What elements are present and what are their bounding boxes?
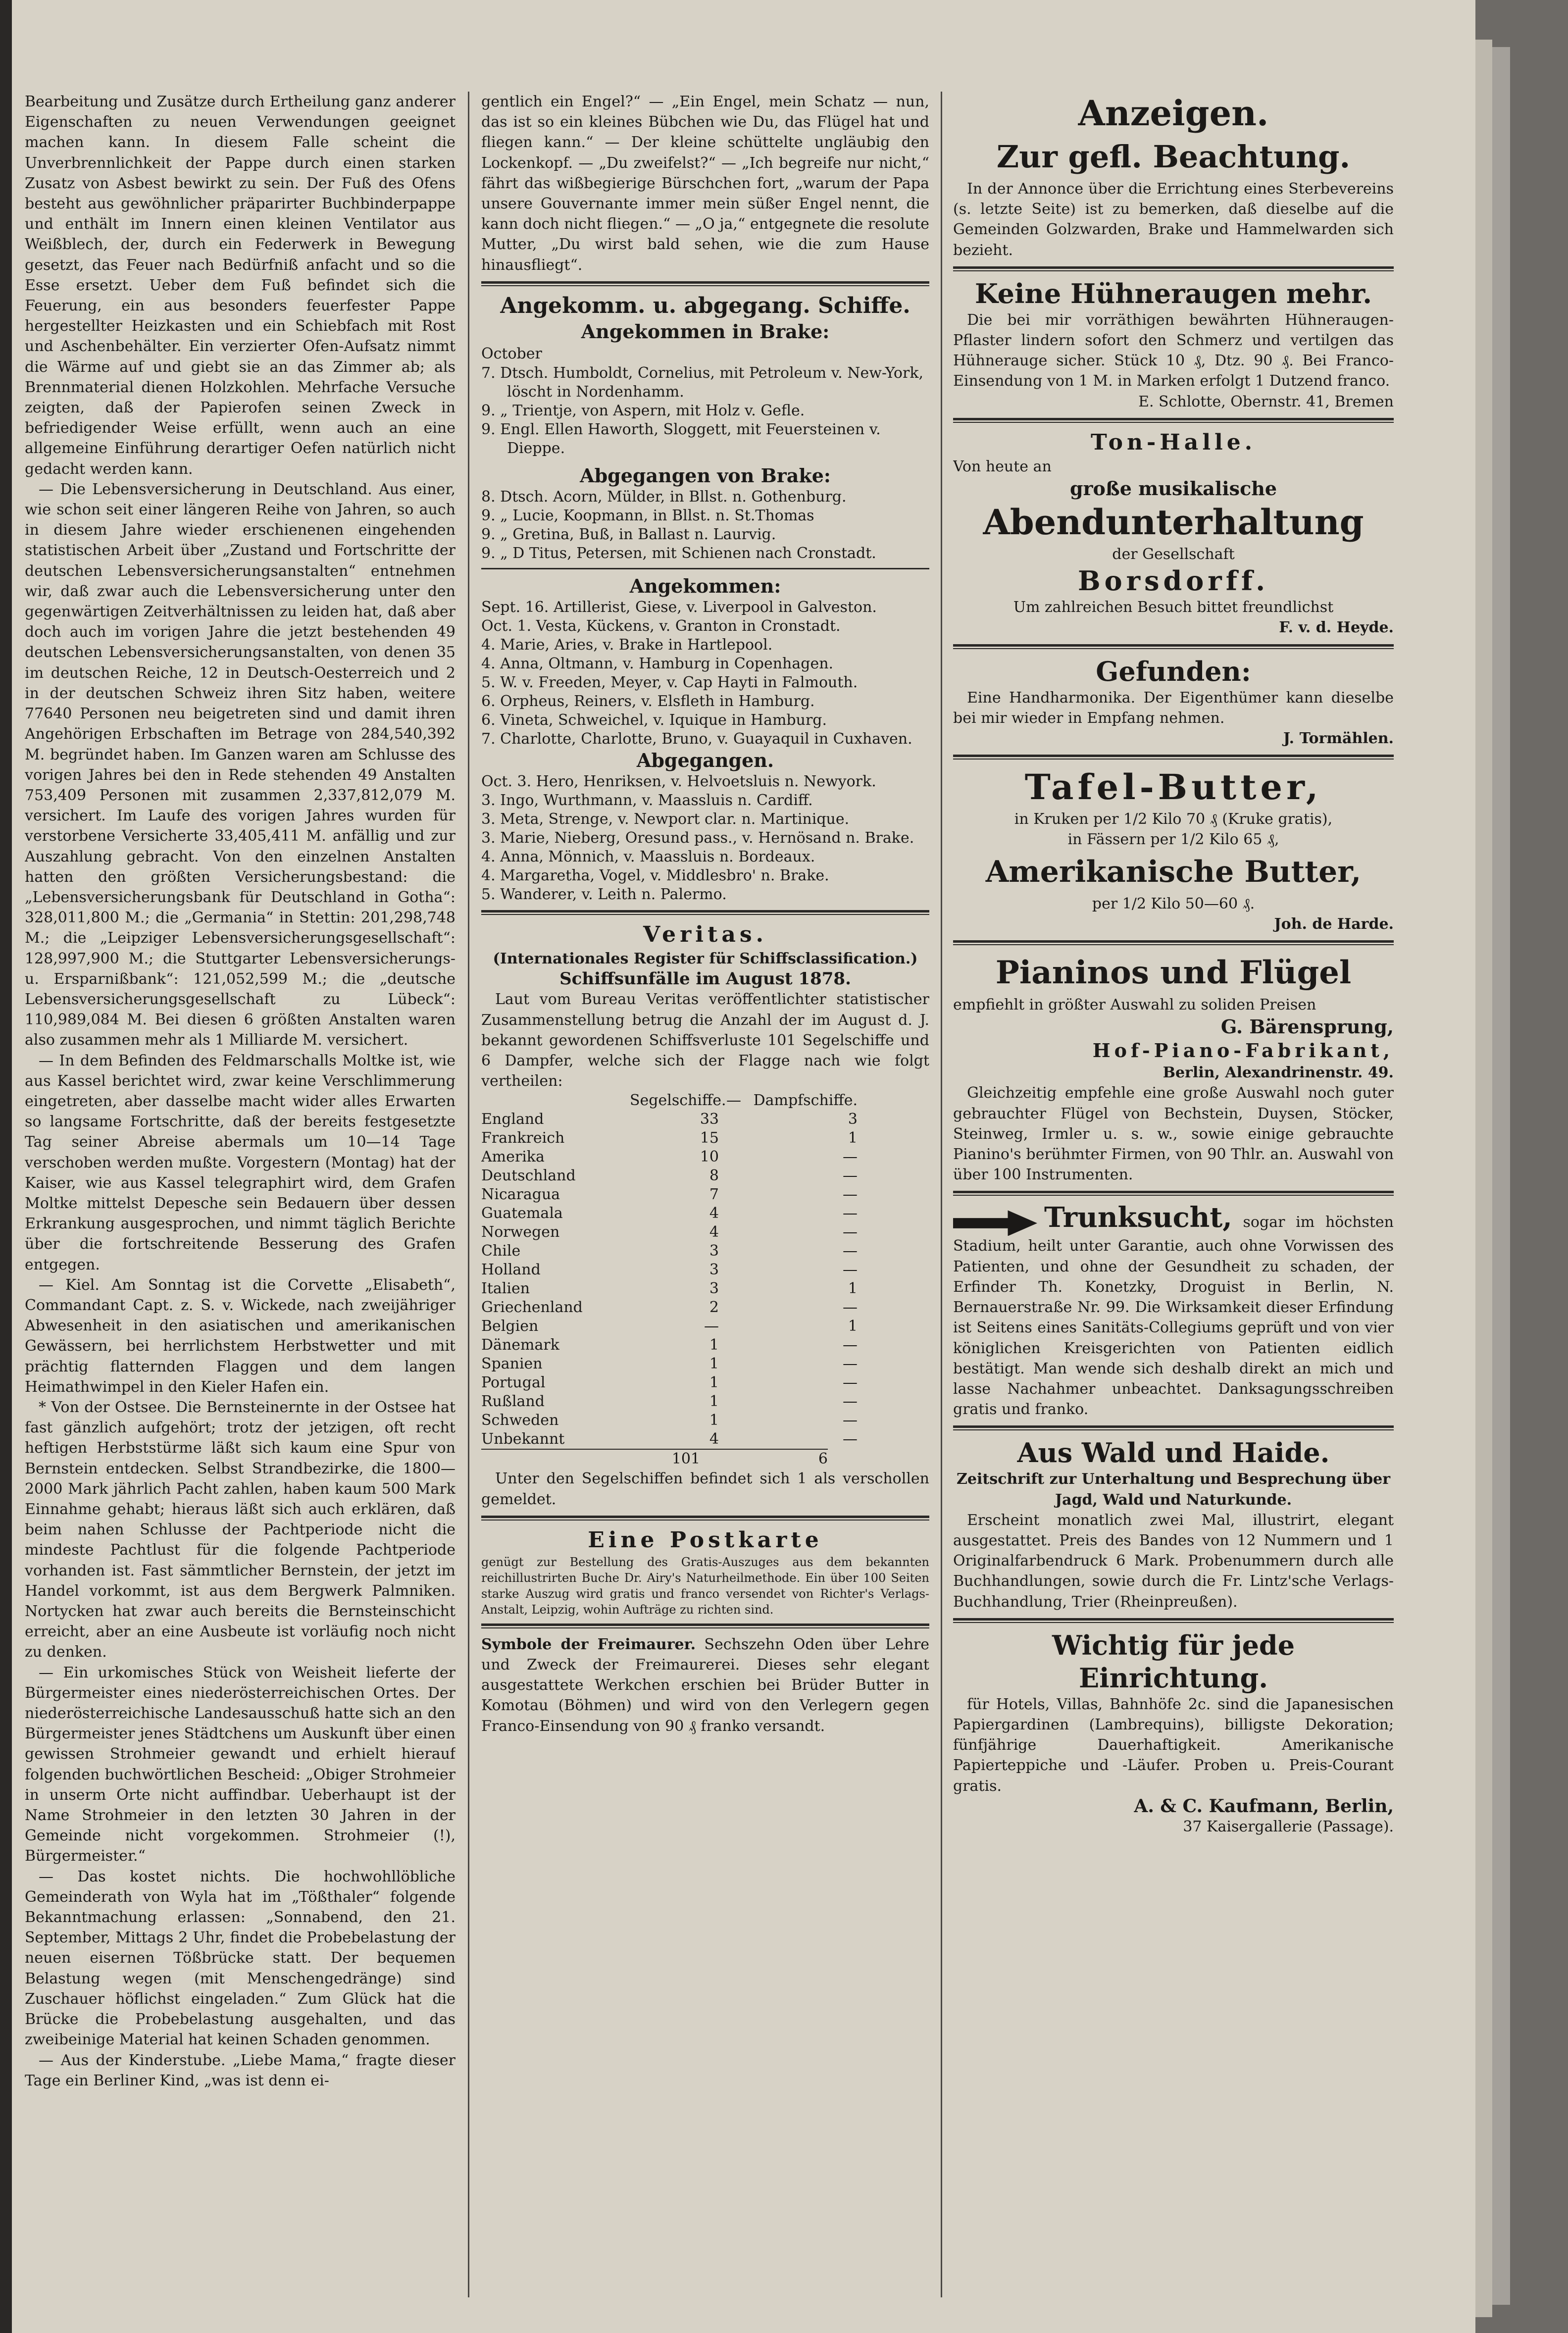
ship-entry: 9. „ Lucie, Koopmann, in Bllst. n. St.Thomas — [481, 507, 814, 525]
veritas-heading: Veritas. — [643, 922, 767, 948]
butter-heading: Tafel-Butter, — [1024, 766, 1322, 808]
ship-entry: Oct. 1. Vesta, Kückens, v. Granton in Cronstadt. — [481, 617, 841, 635]
country-cell: Chile — [481, 1242, 521, 1260]
table-row — [481, 1392, 929, 1411]
ads-heading: Anzeigen. — [1078, 93, 1269, 134]
spacer-cell — [719, 1317, 749, 1336]
table-row — [481, 1110, 929, 1129]
ships-heading: Angekomm. u. abgegang. Schiffe. — [500, 293, 910, 318]
sail-count-cell: 2 — [709, 1299, 719, 1317]
table-row — [481, 1129, 929, 1148]
country-cell: Unbekannt — [481, 1430, 565, 1448]
sail-count-cell: 4 — [709, 1223, 719, 1241]
column-ads — [953, 92, 1394, 1837]
sail-count-cell: 1 — [709, 1412, 719, 1429]
steam-count-cell: — — [843, 1261, 858, 1279]
sail-count-cell: 4 — [709, 1430, 719, 1448]
butter-price-line: in Fässern per 1/2 Kilo 65 ₰, — [1067, 831, 1279, 849]
steam-count-cell: 1 — [848, 1280, 858, 1298]
steam-count-cell: — — [843, 1148, 858, 1166]
table-row — [481, 1298, 929, 1317]
sail-count-cell: 8 — [709, 1167, 719, 1185]
sail-count-cell: 3 — [709, 1261, 719, 1279]
steam-count-cell: — — [843, 1393, 858, 1411]
veritas-month-heading: Schiffsunfälle im August 1878. — [559, 969, 851, 989]
departed-brake-heading: Abgegangen von Brake: — [580, 464, 831, 487]
wald-heading: Aus Wald und Haide. — [1017, 1437, 1330, 1469]
trunk-text: sogar im höchsten Stadium, heilt unter Garantie, auch ohne Vorwissen des Patienten, und ohne der Gesundheit zu schaden, der Erfinder Th. Konetzky, Droguist in Berlin, N. Bernauerstraße Nr. 99. Die Wirksamkeit dieser Erfindung ist Seitens eines Sanitäts-Collegiums geprüft und von vier königlichen Kreisgerichten von Patienten eidlich bestätigt. Man wende sich deshalb direkt an mich und lasse Nachahmer unbeachtet. Danksagungsschreiben gratis und franko. — [953, 1214, 1394, 1419]
important-heading: Wichtig für jede — [1052, 1629, 1295, 1661]
spacer-cell — [719, 1411, 749, 1430]
steam-count-cell: — — [843, 1242, 858, 1260]
ship-entry: 4. Anna, Oltmann, v. Hamburg in Copenhagen. — [481, 655, 834, 673]
ship-entry: 5. W. v. Freeden, Meyer, v. Cap Hayti in Falmouth. — [481, 674, 858, 692]
pianos-firm: Hof-Piano-Fabrikant, — [1092, 1039, 1394, 1062]
col-steam-label: Dampfschiffe. — [753, 1092, 858, 1110]
found-signature: J. Tormählen. — [1283, 730, 1394, 748]
symbole-heading: Symbole der Freimaurer. — [481, 1635, 696, 1653]
table-row — [481, 1148, 929, 1166]
departed-heading: Abgegangen. — [636, 749, 774, 772]
steam-count-cell: — — [843, 1430, 858, 1448]
steam-count-cell: — — [843, 1205, 858, 1222]
divider — [953, 1425, 1394, 1430]
country-cell: Rußland — [481, 1393, 545, 1411]
total-sail: 101 — [671, 1450, 701, 1468]
spacer-cell — [719, 1430, 749, 1449]
postkarte-heading: Eine Postkarte — [588, 1527, 823, 1553]
table-total-row — [481, 1449, 828, 1469]
country-cell: Schweden — [481, 1412, 559, 1429]
corn-ad-signature: E. Schlotte, Obernstr. 41, Bremen — [1138, 393, 1394, 410]
steam-count-cell: 3 — [848, 1111, 858, 1128]
country-cell: Dänemark — [481, 1336, 559, 1354]
country-cell: Holland — [481, 1261, 541, 1279]
pianos-text: Gleichzeitig empfehle eine große Auswahl noch guter gebrauchter Flügel von Bechstein, Duysen, Stöcker, Steinweg, Irmler u. s. w., sowie einige gebrauchte Pianino's berühmter Firmen, von 90 Thlr. an. Auswahl von über 100 Instrumenten. — [953, 1084, 1394, 1184]
sail-count-cell: 4 — [709, 1205, 719, 1222]
steam-count-cell: — — [843, 1186, 858, 1204]
sail-count-cell: 3 — [709, 1242, 719, 1260]
sail-count-cell: 10 — [700, 1148, 719, 1166]
column-rule-1 — [468, 92, 469, 2297]
table-row — [481, 1242, 929, 1261]
column-news — [25, 92, 455, 2091]
page-edge-light — [1475, 40, 1492, 2317]
country-cell: Deutschland — [481, 1167, 576, 1185]
corn-ad-text: Die bei mir vorräthigen bewährten Hühneraugen-Pflaster lindern sofort den Schmerz und vertilgen das Hühnerauge sicher. Stück 10 ₰, Dtz. 90 ₰. Bei Franco-Einsendung von 1 M. in Marken erfolgt 1 Dutzend franco. — [953, 311, 1394, 390]
spacer-cell — [719, 1204, 749, 1223]
steam-count-cell: — — [843, 1355, 858, 1373]
veritas-text: Laut vom Bureau Veritas veröffentlichter statistischer Zusammenstellung betrug die Anzahl der im August d. J. bekannt gewordenen Schiffsverluste 101 Segelschiffe und 6 Dampfer, welche sich der Flagge nach wie folgt vertheilen: — [481, 991, 929, 1090]
ship-entry: 8. Dtsch. Acorn, Mülder, in Bllst. n. Gothenburg. — [481, 488, 847, 506]
tonhalle-company: Borsdorff. — [1077, 565, 1269, 597]
col-sail-label: Segelschiffe. — [630, 1092, 726, 1110]
divider — [481, 281, 929, 286]
ship-entry: 3. Ingo, Wurthmann, v. Maassluis n. Cardiff. — [481, 792, 813, 810]
ship-entry: 3. Meta, Strenge, v. Newport clar. n. Martinique. — [481, 811, 850, 828]
spacer-cell — [719, 1355, 749, 1373]
col-dash: — — [726, 1092, 741, 1110]
sail-count-cell: 33 — [700, 1111, 719, 1128]
table-row — [481, 1261, 929, 1279]
spacer-cell — [719, 1185, 749, 1204]
pianos-address: Berlin, Alexandrinenstr. 49. — [1163, 1064, 1394, 1082]
losses-table — [481, 1110, 929, 1449]
steam-count-cell: 1 — [848, 1318, 858, 1335]
article-angel-continued: gentlich ein Engel?“ — „Ein Engel, mein Schatz — nun, das ist so ein kleines Bübchen wie Du, das Flügel hat und fliegen kann.“ — Der kleine schüttelte ungläubig den Lockenkopf. — „Du zweifelst?“ — „Ich begreife nur nicht,“ fährt das wißbegierige Bürschchen fort, „warum der Papa unsere Gouvernante immer mein süßer Engel nennt, die kann doch nicht fliegen.“ — „O ja,“ entgegnete die resolute Mutter, „Du wirst bald sehen, wie die zum Hause hinausfliegt“. — [481, 93, 929, 274]
ship-entry: 4. Marie, Aries, v. Brake in Hartlepool. — [481, 636, 773, 654]
column-rule-2 — [941, 92, 942, 2297]
veritas-subtitle: (Internationales Register für Schiffsclassification.) — [493, 950, 918, 968]
wald-text: Erscheint monatlich zwei Mal, illustrirt, elegant ausgestattet. Preis des Bandes von 12 Nummern und 1 Originalfarbendruck 6 Mark. Probenummern durch alle Buchhandlungen, sowie durch die Fr. Lintz'sche Verlags-Buchhandlung, Trier (Rheinpreußen). — [953, 1511, 1394, 1611]
found-heading: Gefunden: — [1096, 655, 1251, 687]
steam-count-cell: — — [843, 1223, 858, 1241]
table-row — [481, 1317, 929, 1336]
spacer-cell — [719, 1373, 749, 1392]
table-header — [481, 1091, 929, 1110]
ship-entry: 7. Charlotte, Charlotte, Bruno, v. Guayaquil in Cuxhaven. — [481, 730, 912, 748]
sail-count-cell: 1 — [709, 1393, 719, 1411]
american-butter-heading: Amerikanische Butter, — [985, 854, 1362, 889]
trunk-heading: Trunksucht, — [1044, 1201, 1232, 1234]
spacer-cell — [719, 1298, 749, 1317]
sail-count-cell: 15 — [700, 1129, 719, 1147]
article-kinderstube: — Aus der Kinderstube. „Liebe Mama,“ fragte dieser Tage ein Berliner Kind, „was ist denn ei- — [25, 2051, 455, 2089]
article-life-insurance: — Die Lebensversicherung in Deutschland. Aus einer, wie schon seit einer längeren Reihe von Jahren, so auch in diesem Jahre wieder erschienenen eingehenden statistischen Arbeit über „Zustand und Fortschritte der deutschen Lebensversicherungsanstalten“ entnehmen wir, daß zwar auch die Lebensversicherung unter den gegenwärtigen Zeitverhältnissen zu leiden hat, daß aber doch auch im vorigen Jahre die jetzt bestehenden 49 deutschen Lebensversicherungsanstalten, von denen 35 im deutschen Reiche, 12 in Deutsch-Oesterreich und 2 in der deutschen Schweiz ihren Sitz haben, weitere 77640 Personen neu beigetreten sind und damit ihren Angehörigen Erbschaften im Betrage von 284,540,392 M. begründet haben. Im Ganzen waren am Schlusse des vorigen Jahres bei den in Rede stehenden 49 Anstalten 753,409 Personen mit zusammen 2,337,812,079 M. versichert. Im Laufe des vorigen Jahres wurden für verstorbene Versicherte 33,405,411 M. anfällig und zur Auszahlung gebracht. Von den einzelnen Anstalten hatten den größten Versicherungsbestand: die „Lebensversicherungsbank für Deutschland in Gotha“: 328,011,800 M.; die „Germania“ in Stettin: 201,298,748 M.; die „Leipziger Lebensversicherungsgesellschaft“: 128,997,900 M.; die Stuttgarter Lebensversicherungs- u. Ersparnißbank“: 121,052,599 M.; die „deutsche Lebensversicherungsgesellschaft zu Lübeck“: 110,989,084 M. Bei diesen 6 größten Anstalten waren also zusammen mehr als 1 Milliarde M. versichert. — [25, 480, 455, 1049]
month-label: October — [481, 345, 542, 362]
country-cell: Guatemala — [481, 1205, 563, 1222]
butter-price-line: in Kruken per 1/2 Kilo 70 ₰ (Kruke gratis), — [1014, 811, 1333, 828]
divider — [953, 1191, 1394, 1196]
page-edge-dark — [1492, 47, 1510, 2305]
ship-entry: 9. „ Trientje, von Aspern, mit Holz v. Gefle. — [481, 402, 805, 420]
total-steam: 6 — [818, 1450, 828, 1468]
table-row — [481, 1336, 929, 1355]
ship-entry: 9. „ D Titus, Petersen, mit Schienen nach Cronstadt. — [481, 545, 876, 562]
article-kiel: — Kiel. Am Sonntag ist die Corvette „Elisabeth“, Commandant Capt. z. S. v. Wickede, nach zweijähriger Abwesenheit in den asiatischen und amerikanischen Gewässern, bei herrlichstem Herbstwetter und mit prächtig flatternden Flaggen und dem langen Heimathwimpel in den Kieler Hafen ein. — [25, 1276, 455, 1396]
country-cell: Belgien — [481, 1318, 539, 1335]
country-cell: Portugal — [481, 1374, 546, 1392]
tonhalle-event: Abendunterhaltung — [983, 502, 1364, 543]
spacer-cell — [719, 1148, 749, 1166]
tonhalle-line: große musikalische — [1069, 477, 1277, 500]
wald-subtitle: Zeitschrift zur Unterhaltung und Besprechung über Jagd, Wald und Naturkunde. — [956, 1471, 1391, 1509]
important-heading-2: Einrichtung. — [1078, 1662, 1268, 1694]
spacer-cell — [719, 1110, 749, 1129]
ship-entry: 9. Engl. Ellen Haworth, Sloggett, mit Feuersteinen v. Dieppe. — [481, 421, 881, 457]
divider — [481, 1623, 929, 1628]
divider — [953, 266, 1394, 271]
table-row — [481, 1355, 929, 1373]
steam-count-cell: 1 — [848, 1129, 858, 1147]
divider — [481, 568, 929, 569]
pianos-heading: Pianinos und Flügel — [995, 954, 1352, 992]
tonhalle-line: Von heute an — [953, 457, 1052, 475]
country-cell: England — [481, 1111, 544, 1128]
country-cell: Italien — [481, 1280, 530, 1298]
arrived-brake-heading: Angekommen in Brake: — [581, 320, 830, 343]
country-cell: Frankreich — [481, 1129, 565, 1147]
important-address: 37 Kaisergallerie (Passage). — [1183, 1818, 1394, 1835]
steam-count-cell: — — [843, 1374, 858, 1392]
divider — [481, 910, 929, 915]
spacer-cell — [719, 1242, 749, 1261]
spacer-cell — [719, 1166, 749, 1185]
table-row — [481, 1430, 929, 1449]
article-ostsee: * Von der Ostsee. Die Bernsteinernte in der Ostsee hat fast gänzlich aufgehört; trotz der jetzigen, oft recht heftigen Herbststürme läßt sich kaum eine Spur von Bernstein entdecken. Selbst Strandbezirke, die 1800—2000 Mark jährlich Pacht zahlen, haben kaum 500 Mark Einnahme gehabt; hieraus läßt sich auch erklären, daß beim nahen Schlusse der Pachtperiode nicht die mindeste Pachtlust für die folgende Pachtperiode vorhanden ist. Fast sämmtlicher Bernstein, der jetzt im Handel vorkommt, ist aus dem Bergwerk Palmniken. Nortycken hat zwar auch bereits die Bernsteinschicht erreicht, aber an eine Ausbeute ist vorläufig noch nicht zu denken. — [25, 1399, 455, 1661]
notice-text: In der Annonce über die Errichtung eines Sterbevereins (s. letzte Seite) ist zu bemerken, daß dieselbe auf die Gemeinden Golzwarden, Brake und Hammelwarden sich bezieht. — [953, 180, 1394, 259]
ship-entry: 3. Marie, Nieberg, Oresund pass., v. Hernösand n. Brake. — [481, 829, 914, 847]
divider — [953, 940, 1394, 945]
ship-entry: Sept. 16. Artillerist, Giese, v. Liverpool in Galveston. — [481, 599, 877, 616]
ship-entry: 6. Vineta, Schweichel, v. Iquique in Hamburg. — [481, 711, 827, 729]
ship-entry: 5. Wanderer, v. Leith n. Palermo. — [481, 886, 727, 904]
sail-count-cell: 1 — [709, 1374, 719, 1392]
ship-entry: 9. „ Gretina, Buß, in Ballast n. Laurvig. — [481, 526, 776, 544]
tonhalle-line: Um zahlreichen Besuch bittet freundlichst — [1013, 599, 1334, 616]
pointing-hand-icon — [953, 1210, 1037, 1236]
arrived-heading: Angekommen: — [629, 575, 781, 598]
sail-count-cell: 3 — [709, 1280, 719, 1298]
country-cell: Spanien — [481, 1355, 543, 1373]
corn-ad-heading: Keine Hühneraugen mehr. — [974, 277, 1372, 309]
country-cell: Griechenland — [481, 1299, 583, 1317]
table-row — [481, 1411, 929, 1430]
divider — [953, 1618, 1394, 1623]
sail-count-cell: 1 — [709, 1336, 719, 1354]
pianos-line: empfiehlt in größter Auswahl zu soliden Preisen — [953, 996, 1316, 1014]
table-row — [481, 1204, 929, 1223]
table-row — [481, 1166, 929, 1185]
article-strohmeier: — Ein urkomisches Stück von Weisheit lieferte der Bürgermeister eines niederösterreichischen Ortes. Der niederösterreichische Landesausschuß hatte sich an den Bürgermeister jenes Städtchens um Auskunft über einen gewissen Strohmeier gewandt und erhielt hierauf folgenden buchwörtlichen Bescheid: „Obiger Strohmeier in unserm Orte nicht auffindbar. Ueberhaupt ist der Name Strohmeier in den letzten 30 Jahren in der Gemeinde nicht vorgekommen. Strohmeier (!), Bürgermeister.“ — [25, 1664, 455, 1865]
table-row — [481, 1185, 929, 1204]
sail-count-cell: 1 — [709, 1355, 719, 1373]
sail-count-cell: — — [704, 1318, 719, 1335]
spacer-cell — [719, 1129, 749, 1148]
article-paper-oven: Bearbeitung und Zusätze durch Ertheilung ganz anderer Eigenschaften zu neuen Verwendungen geeignet machen kann. In diesem Falle scheint die Unverbrennlichkeit der Pappe durch einen starken Zusatz von Asbest bewirkt zu sein. Der Fuß des Ofens besteht aus gewöhnlicher präparirter Buchbinderpappe und enthält im Innern einen kleinen Ventilator aus Weißblech, der, durch ein Federwerk in Bewegung gesetzt, das Feuer nach Bedürfniß anfacht und so die Esse ersetzt. Ueber dem Fuß befindet sich die Feuerung, ein aus besonders feuerfester Pappe hergestellter Heizkasten und ein Schiebfach mit Rost und Aschenbehälter. Ein verzierter Ofen-Aufsatz nimmt die Wärme auf und giebt sie an das Zimmer ab; als Brennmaterial dienen Holzkohlen. Mehrfache Versuche zeigten, daß der Papierofen seinen Zweck in befriedigender Weise erfüllt, wenn auch an eine allgemeine Einführung derartiger Oefen natürlich nicht gedacht werden kann. — [25, 93, 455, 478]
veritas-footnote: Unter den Segelschiffen befindet sich 1 als verschollen gemeldet. — [481, 1470, 929, 1508]
steam-count-cell: — — [843, 1167, 858, 1185]
country-cell: Amerika — [481, 1148, 545, 1166]
ship-entry: Oct. 3. Hero, Henriksen, v. Helvoetsluis n. Newyork. — [481, 773, 876, 791]
found-text: Eine Handharmonika. Der Eigenthümer kann dieselbe bei mir wieder in Empfang nehmen. — [953, 689, 1394, 727]
steam-count-cell: — — [843, 1412, 858, 1429]
important-text: für Hotels, Villas, Bahnhöfe 2c. sind die Japanesischen Papiergardinen (Lambrequins), billigste Dekoration; fünfjährige Dauerhaftigkeit. Amerikanische Papierteppiche und -Läufer. Proben u. Preis-Courant gratis. — [953, 1695, 1394, 1795]
divider — [953, 755, 1394, 760]
article-bridge: — Das kostet nichts. Die hochwohllöbliche Gemeinderath von Wyla hat im „Tößthaler“ folgende Bekanntmachung erlassen: „Sonnabend, den 21. September, Mittags 2 Uhr, findet die Probebelastung der neuen eisernen Tößbrücke statt. Der bequemen Belastung wegen (mit Menschengedränge) sind Zuschauer höflichst eingeladen.“ Zum Glück hat die Brücke die Probebelastung ausgehalten, und das zweibeinige Material hat keinen Schaden genommen. — [25, 1868, 455, 2049]
steam-count-cell: — — [843, 1336, 858, 1354]
ship-entry: 4. Margaretha, Vogel, v. Middlesbro' n. Brake. — [481, 867, 829, 885]
postkarte-text: genügt zur Bestellung des Gratis-Auszuges aus dem bekannten reichillustrirten Buche Dr. Airy's Naturheilmethode. Ein über 100 Seiten starke Auszug wird gratis und franco versendet von Richter's Verlags-Anstalt, Leipzig, wohin Aufträge zu richten sind. — [481, 1555, 929, 1617]
page-binding-edge — [0, 0, 12, 2333]
pianos-name: G. Bärensprung, — [1220, 1015, 1394, 1038]
country-cell: Nicaragua — [481, 1186, 560, 1204]
spacer-cell — [719, 1223, 749, 1242]
spacer-cell — [719, 1279, 749, 1298]
notice-heading: Zur gefl. Beachtung. — [996, 139, 1351, 175]
tonhalle-line: der Gesellschaft — [1112, 546, 1235, 563]
table-row — [481, 1373, 929, 1392]
steam-count-cell: — — [843, 1299, 858, 1317]
divider — [481, 1516, 929, 1521]
table-row — [481, 1223, 929, 1242]
divider — [953, 418, 1394, 423]
divider — [953, 644, 1394, 649]
article-moltke: — In dem Befinden des Feldmarschalls Moltke ist, wie aus Kassel berichtet wird, zwar keine Verschlimmerung eingetreten, aber dasselbe macht wider alles Erwarten so langsame Fortschritte, daß der bereits festgesetzte Tag seiner Abreise abermals um 10—14 Tage verschoben werden mußte. Vorgestern (Montag) hat der Kaiser, wie aus Kassel telegraphirt wird, dem Grafen Moltke mittelst Depesche sein Bedauern über dessen Erkrankung ausgesprochen, und nimmt täglich Berichte über die fortschreitende Besserung des Grafen entgegen. — [25, 1052, 455, 1273]
tonhalle-heading: Ton-Halle. — [1090, 429, 1257, 455]
symbole-text: Sechszehn Oden über Lehre und Zweck der Freimaurerei. Dieses sehr elegant ausgestattete Werkchen erschien bei Brüder Butter in Komotau (Böhmen) und wird von den Verlegern gegen Franco-Einsendung von 90 ₰ franko versandt. — [481, 1635, 929, 1735]
tonhalle-signature: F. v. d. Heyde. — [1279, 619, 1394, 637]
ship-entry: 6. Orpheus, Reiners, v. Elsfleth in Hamburg. — [481, 693, 815, 710]
ship-entry: 4. Anna, Mönnich, v. Maassluis n. Bordeaux. — [481, 848, 815, 866]
spacer-cell — [719, 1336, 749, 1355]
spacer-cell — [719, 1261, 749, 1279]
table-row — [481, 1279, 929, 1298]
american-butter-price: per 1/2 Kilo 50—60 ₰. — [1092, 895, 1255, 913]
column-shipping — [481, 92, 929, 1736]
country-cell: Norwegen — [481, 1223, 560, 1241]
spacer-cell — [719, 1392, 749, 1411]
important-signature: A. & C. Kaufmann, Berlin, — [1134, 1795, 1394, 1817]
ship-entry: 7. Dtsch. Humboldt, Cornelius, mit Petroleum v. New-York, löscht in Nordenhamm. — [481, 364, 924, 401]
butter-signature: Joh. de Harde. — [1274, 915, 1394, 933]
sail-count-cell: 7 — [709, 1186, 719, 1204]
